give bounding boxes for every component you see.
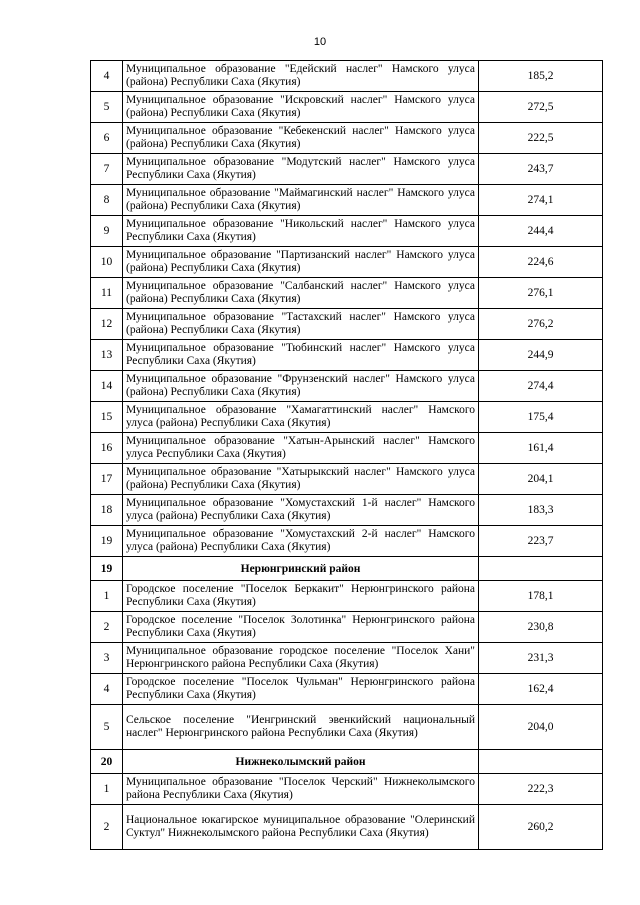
row-number: 11 bbox=[91, 278, 123, 309]
row-description: Муниципальное образование "Поселок Черский" Нижнеколымского района Республики Саха (Якутия) bbox=[123, 774, 479, 805]
row-description: Муниципальное образование "Хомустахский 2-й наслег" Намского улуса (района) Республики Саха (Якутия) bbox=[123, 526, 479, 557]
table-row bbox=[91, 612, 603, 643]
row-description: Муниципальное образование "Хамагаттинский наслег" Намского улуса (района) Республики Саха (Якутия) bbox=[123, 402, 479, 433]
row-value: 224,6 bbox=[479, 247, 603, 278]
section-title: Нижнеколымский район bbox=[123, 750, 479, 774]
row-number: 2 bbox=[91, 612, 123, 643]
row-number: 2 bbox=[91, 805, 123, 850]
row-description: Городское поселение "Поселок Золотинка" Нерюнгринского района Республики Саха (Якутия) bbox=[123, 612, 479, 643]
row-description: Муниципальное образование "Хомустахский 1-й наслег" Намского улуса (района) Республики Саха (Якутия) bbox=[123, 495, 479, 526]
table-row bbox=[91, 495, 603, 526]
table-row bbox=[91, 464, 603, 495]
row-description: Муниципальное образование "Маймагинский наслег" Намского улуса (района) Республики Саха (Якутия) bbox=[123, 185, 479, 216]
row-description: Городское поселение "Поселок Чульман" Нерюнгринского района Республики Саха (Якутия) bbox=[123, 674, 479, 705]
row-value: 222,5 bbox=[479, 123, 603, 154]
row-number: 6 bbox=[91, 123, 123, 154]
row-value: 162,4 bbox=[479, 674, 603, 705]
table-row bbox=[91, 674, 603, 705]
municipal-table bbox=[90, 60, 603, 850]
row-number: 1 bbox=[91, 581, 123, 612]
row-number: 5 bbox=[91, 92, 123, 123]
row-value: 276,2 bbox=[479, 309, 603, 340]
row-value: 276,1 bbox=[479, 278, 603, 309]
row-value: 183,3 bbox=[479, 495, 603, 526]
row-description: Муниципальное образование "Никольский наслег" Намского улуса Республики Саха (Якутия) bbox=[123, 216, 479, 247]
row-number: 15 bbox=[91, 402, 123, 433]
row-description: Муниципальное образование "Хатын-Арынский наслег" Намского улуса Республики Саха (Якутия) bbox=[123, 433, 479, 464]
table-row bbox=[91, 216, 603, 247]
row-value: 175,4 bbox=[479, 402, 603, 433]
row-description: Муниципальное образование "Тюбинский наслег" Намского улуса Республики Саха (Якутия) bbox=[123, 340, 479, 371]
table-row bbox=[91, 805, 603, 850]
row-description: Муниципальное образование городское поселение "Поселок Хани" Нерюнгринского района Республики Саха (Якутия) bbox=[123, 643, 479, 674]
table-row bbox=[91, 61, 603, 92]
row-value: 244,9 bbox=[479, 340, 603, 371]
table-row bbox=[91, 643, 603, 674]
table-row bbox=[91, 340, 603, 371]
row-number: 12 bbox=[91, 309, 123, 340]
row-value bbox=[479, 557, 603, 581]
row-number: 17 bbox=[91, 464, 123, 495]
row-value: 204,1 bbox=[479, 464, 603, 495]
table-body bbox=[91, 61, 603, 850]
row-value bbox=[479, 750, 603, 774]
table-row bbox=[91, 123, 603, 154]
row-value: 243,7 bbox=[479, 154, 603, 185]
table-row bbox=[91, 705, 603, 750]
row-value: 185,2 bbox=[479, 61, 603, 92]
table-row bbox=[91, 581, 603, 612]
row-number: 4 bbox=[91, 674, 123, 705]
table-row bbox=[91, 92, 603, 123]
row-value: 222,3 bbox=[479, 774, 603, 805]
table-row bbox=[91, 371, 603, 402]
row-description: Муниципальное образование "Искровский наслег" Намского улуса (района) Республики Саха (Якутия) bbox=[123, 92, 479, 123]
row-value: 178,1 bbox=[479, 581, 603, 612]
section-row bbox=[91, 557, 603, 581]
row-number: 18 bbox=[91, 495, 123, 526]
row-value: 230,8 bbox=[479, 612, 603, 643]
row-number: 4 bbox=[91, 61, 123, 92]
row-description: Муниципальное образование "Фрунзенский наслег" Намского улуса (района) Республики Саха (Якутия) bbox=[123, 371, 479, 402]
row-description: Муниципальное образование "Салбанский наслег" Намского улуса (района) Республики Саха (Якутия) bbox=[123, 278, 479, 309]
table-row bbox=[91, 185, 603, 216]
section-title: Нерюнгринский район bbox=[123, 557, 479, 581]
row-value: 274,1 bbox=[479, 185, 603, 216]
table-row bbox=[91, 154, 603, 185]
page-number: 10 bbox=[313, 36, 327, 48]
row-value: 272,5 bbox=[479, 92, 603, 123]
row-number: 1 bbox=[91, 774, 123, 805]
row-number: 7 bbox=[91, 154, 123, 185]
row-value: 204,0 bbox=[479, 705, 603, 750]
row-number: 9 bbox=[91, 216, 123, 247]
row-number: 19 bbox=[91, 526, 123, 557]
row-value: 161,4 bbox=[479, 433, 603, 464]
row-description: Муниципальное образование "Модутский наслег" Намского улуса Республики Саха (Якутия) bbox=[123, 154, 479, 185]
row-number: 10 bbox=[91, 247, 123, 278]
row-description: Муниципальное образование "Едейский наслег" Намского улуса (района) Республики Саха (Якутия) bbox=[123, 61, 479, 92]
row-value: 223,7 bbox=[479, 526, 603, 557]
row-number: 14 bbox=[91, 371, 123, 402]
row-number: 3 bbox=[91, 643, 123, 674]
row-number: 16 bbox=[91, 433, 123, 464]
section-row bbox=[91, 750, 603, 774]
row-value: 274,4 bbox=[479, 371, 603, 402]
row-number: 5 bbox=[91, 705, 123, 750]
row-description: Муниципальное образование "Кебекенский наслег" Намского улуса (района) Республики Саха (Якутия) bbox=[123, 123, 479, 154]
row-value: 244,4 bbox=[479, 216, 603, 247]
row-description: Национальное юкагирское муниципальное образование "Олеринский Суктул" Нижнеколымского района Республики Саха (Якутия) bbox=[123, 805, 479, 850]
table-row bbox=[91, 247, 603, 278]
table-row bbox=[91, 309, 603, 340]
table-row bbox=[91, 774, 603, 805]
table-row bbox=[91, 433, 603, 464]
row-value: 231,3 bbox=[479, 643, 603, 674]
row-number: 8 bbox=[91, 185, 123, 216]
row-number: 19 bbox=[91, 557, 123, 581]
row-value: 260,2 bbox=[479, 805, 603, 850]
row-description: Сельское поселение "Иенгринский эвенкийский национальный наслег" Нерюнгринского района Республики Саха (Якутия) bbox=[123, 705, 479, 750]
row-number: 20 bbox=[91, 750, 123, 774]
row-description: Муниципальное образование "Хатырыкский наслег" Намского улуса (района) Республики Саха (Якутия) bbox=[123, 464, 479, 495]
table-row bbox=[91, 526, 603, 557]
row-description: Муниципальное образование "Тастахский наслег" Намского улуса (района) Республики Саха (Якутия) bbox=[123, 309, 479, 340]
table-row bbox=[91, 278, 603, 309]
row-description: Городское поселение "Поселок Беркакит" Нерюнгринского района Республики Саха (Якутия) bbox=[123, 581, 479, 612]
table-row bbox=[91, 402, 603, 433]
row-description: Муниципальное образование "Партизанский наслег" Намского улуса (района) Республики Саха (Якутия) bbox=[123, 247, 479, 278]
row-number: 13 bbox=[91, 340, 123, 371]
